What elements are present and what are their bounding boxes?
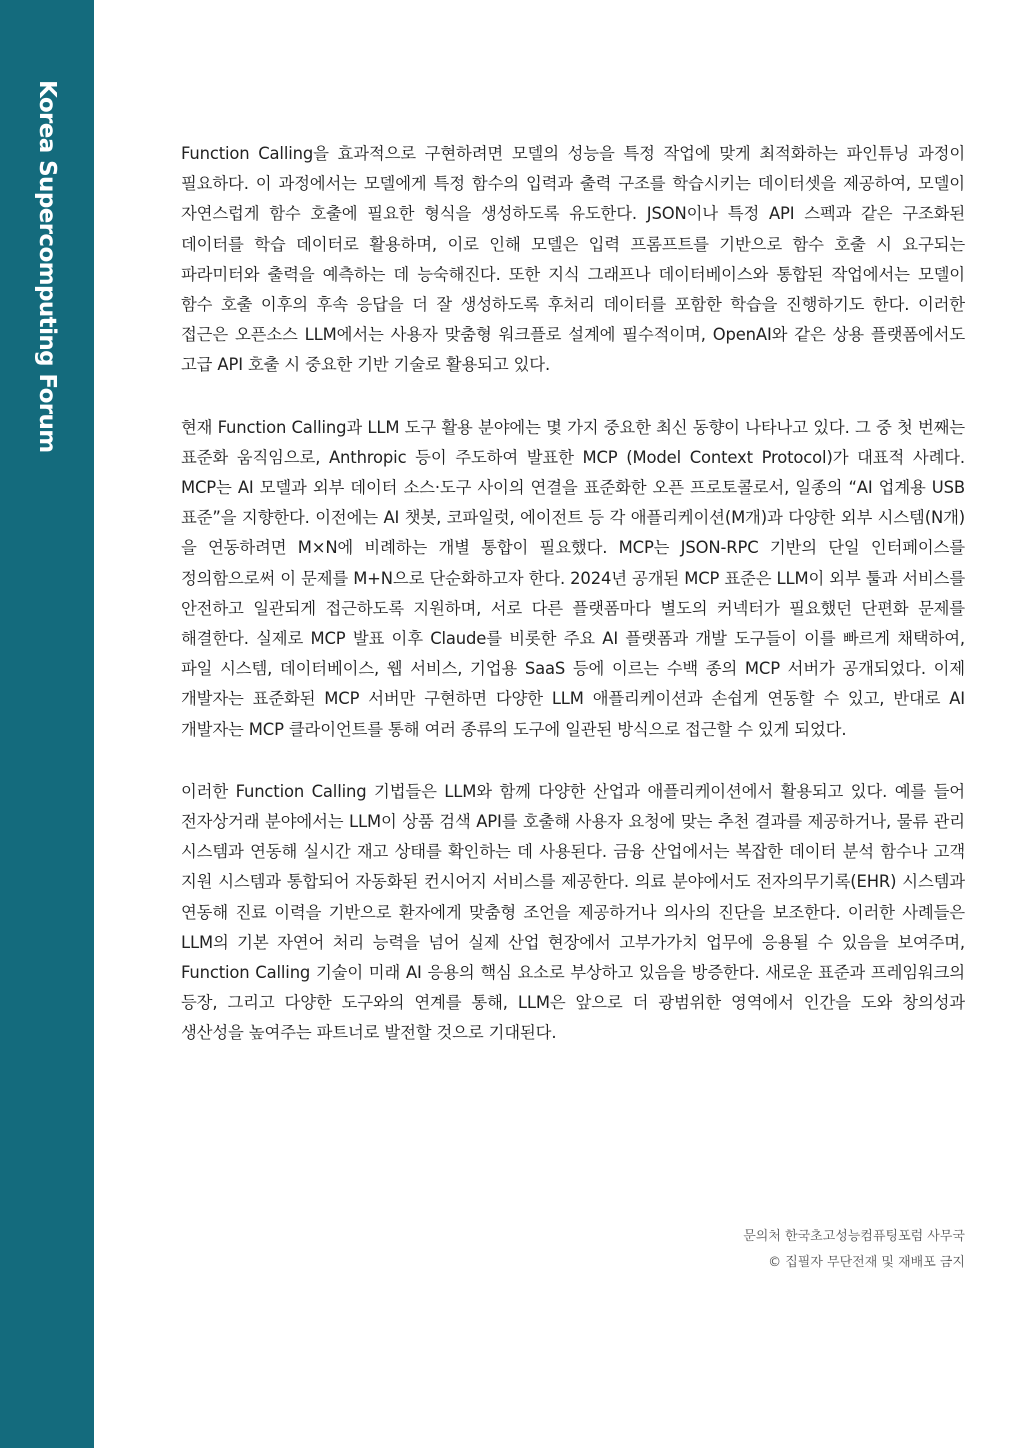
paragraph-2: 현재 Function Calling과 LLM 도구 활용 분야에는 몇 가지 중요한 최신 동향이 나타나고 있다. 그 중 첫 번째는 표준화 움직임으로, Anthropic 등이 주도하여 발표한 MCP (Model Context Protocol)가 대표적 사례다. MCP는 AI 모델과 외부 데이터 소스·도구 사이의 연결을 표준화한 오픈 프로토콜로서, 일종의 “AI 업계용 USB 표준”을 지향한다. 이전에는 AI 챗봇, 코파일럿, 에이전트 등 각 애플리케이션(M개)과 다양한 외부 시스템(N개)을 연동하려면 M×N에 비례하는 개별 통합이 필요했다. MCP는 JSON-RPC 기반의 단일 인터페이스를 정의함으로써 이 문제를 M+N으로 단순화하고자 한다. 2024년 공개된 MCP 표준은 LLM이 외부 툴과 서비스를 안전하고 일관되게 접근하도록 지원하며, 서로 다른 플랫폼마다 별도의 커넥터가 필요했던 단편화 문제를 해결한다. 실제로 MCP 발표 이후 Claude를 비롯한 주요 AI 플랫폼과 개발 도구들이 이를 빠르게 채택하여, 파일 시스템, 데이터베이스, 웹 서비스, 기업용 SaaS 등에 이르는 수백 종의 MCP 서버가 공개되었다. 이제 개발자는 표준화된 MCP 서버만 구현하면 다양한 LLM 애플리케이션과 손쉽게 연동할 수 있고, 반대로 AI 개발자는 MCP 클라이언트를 통해 여러 종류의 도구에 일관된 방식으로 접근할 수 있게 되었다. [181,417,965,739]
footer-contact: 문의처 한국초고성능컴퓨팅포럼 사무국 [743,1229,965,1244]
page-footer [743,1224,965,1276]
paragraph-1: Function Calling을 효과적으로 구현하려면 모델의 성능을 특정 작업에 맞게 최적화하는 파인튜닝 과정이 필요하다. 이 과정에서는 모델에게 특정 함수의 입력과 출력 구조를 학습시키는 데이터셋을 제공하여, 모델이 자연스럽게 함수 호출에 필요한 형식을 생성하도록 유도한다. JSON이나 특정 API 스펙과 같은 구조화된 데이터를 학습 데이터로 활용하며, 이로 인해 모델은 입력 프롬프트를 기반으로 함수 호출 시 요구되는 파라미터와 출력을 예측하는 데 능숙해진다. 또한 지식 그래프나 데이터베이스와 통합된 작업에서는 모델이 함수 호출 이후의 후속 응답을 더 잘 생성하도록 후처리 데이터를 포함한 학습을 진행하기도 한다. 이러한 접근은 오픈소스 LLM에서는 사용자 맞춤형 워크플로 설계에 필수적이며, OpenAI와 같은 상용 플랫폼에서도 고급 API 호출 시 중요한 기반 기술로 활용되고 있다. [181,144,965,375]
footer-copyright: © 집필자 무단전재 및 재배포 금지 [768,1255,965,1270]
sidebar-band [0,0,94,1448]
article-body [181,139,965,1081]
paragraph-3: 이러한 Function Calling 기법들은 LLM와 함께 다양한 산업과 애플리케이션에서 활용되고 있다. 예를 들어 전자상거래 분야에서는 LLM이 상품 검색 API를 호출해 사용자 요청에 맞는 추천 결과를 제공하거나, 물류 관리 시스템과 연동해 실시간 재고 상태를 확인하는 데 사용된다. 금융 산업에서는 복잡한 데이터 분석 함수나 고객 지원 시스템과 통합되어 자동화된 컨시어지 서비스를 제공한다. 의료 분야에서도 전자의무기록(EHR) 시스템과 연동해 진료 이력을 기반으로 환자에게 맞춤형 조언을 제공하거나 의사의 진단을 보조한다. 이러한 사례들은 LLM의 기본 자연어 처리 능력을 넘어 실제 산업 현장에서 고부가가치 업무에 응용될 수 있음을 보여주며, Function Calling 기술이 미래 AI 응용의 핵심 요소로 부상하고 있음을 방증한다. 새로운 표준과 프레임워크의 등장, 그리고 다양한 도구와의 연계를 통해, LLM은 앞으로 더 광범위한 영역에서 인간을 도와 창의성과 생산성을 높여주는 파트너로 발전할 것으로 기대된다. [181,781,965,1043]
sidebar-title: Korea Supercomputing Forum [34,80,60,453]
